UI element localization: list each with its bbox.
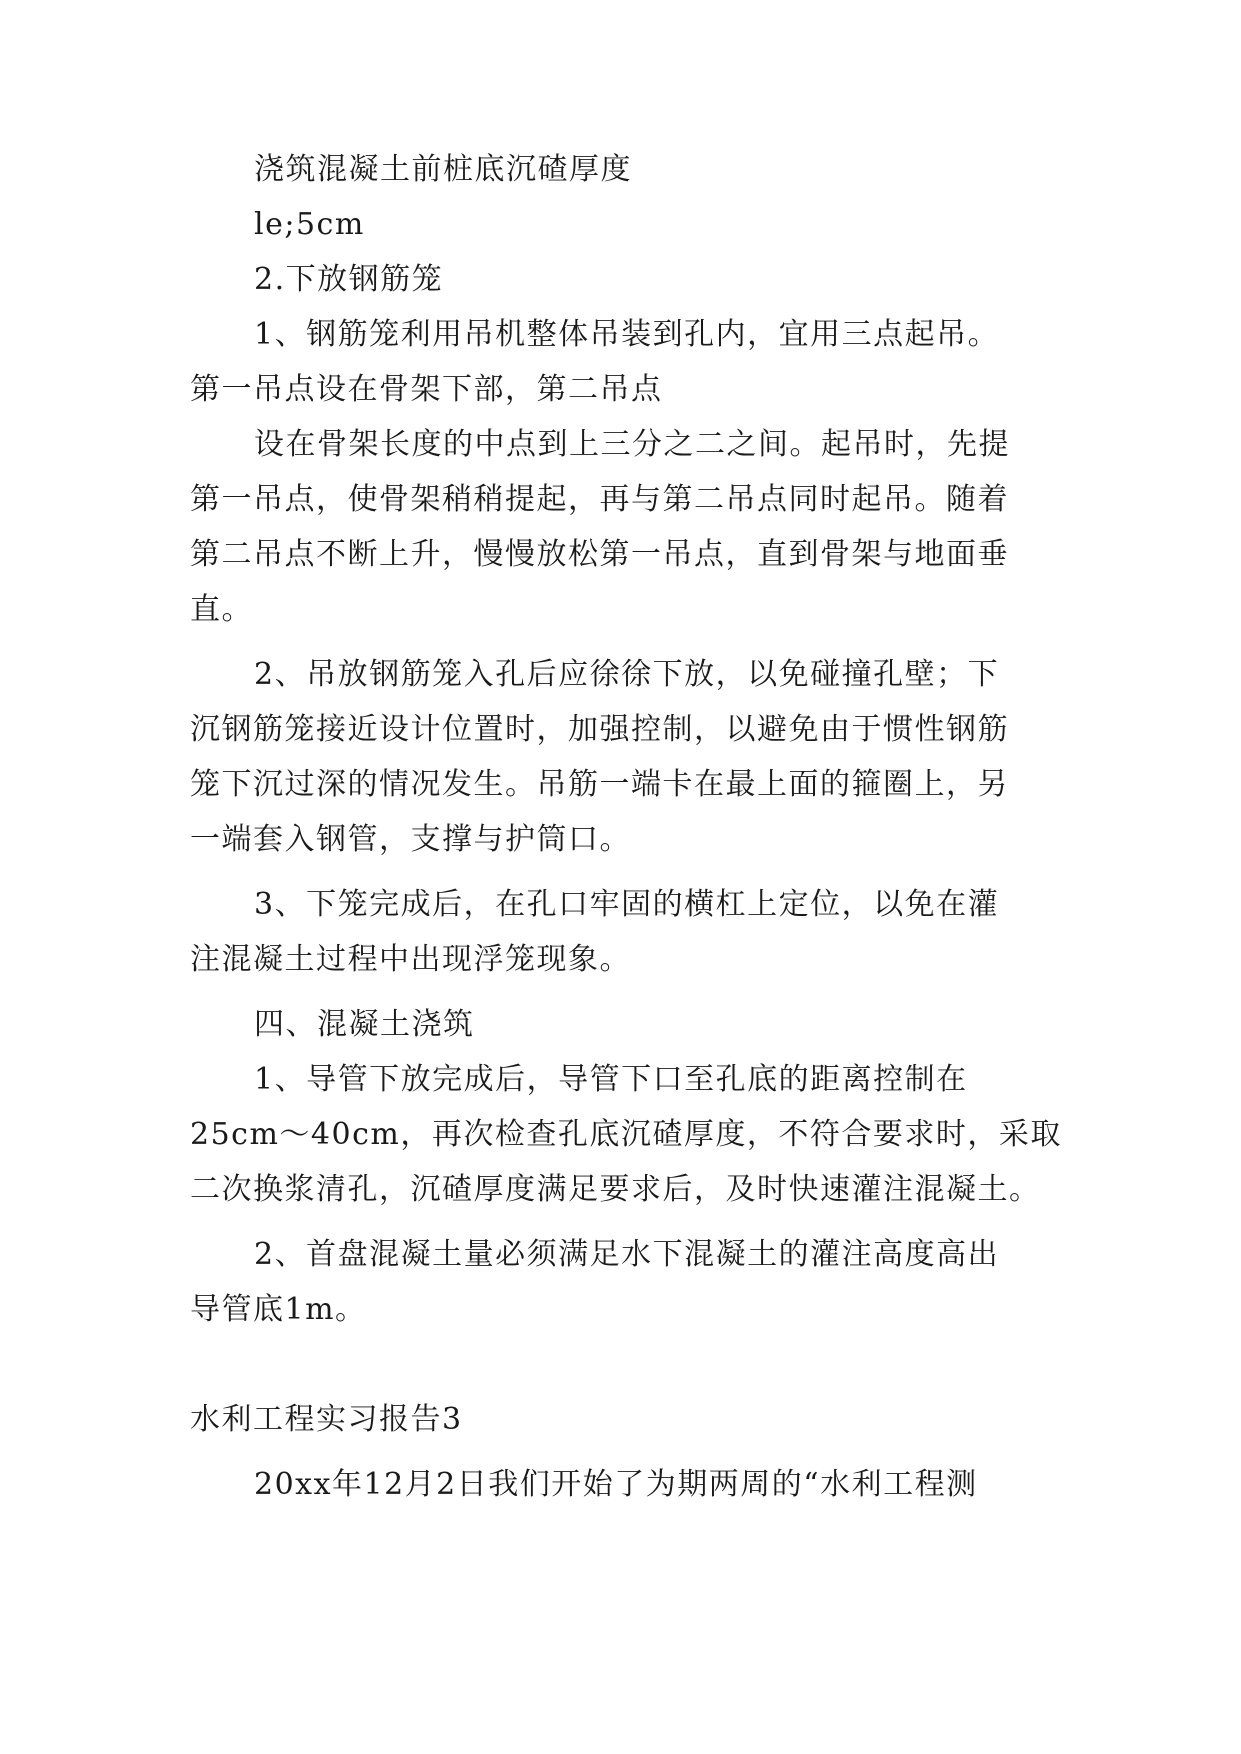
- text-line: 设在骨架长度的中点到上三分之二之间。起吊时，先提: [254, 427, 1010, 462]
- text-line: 1、钢筋笼利用吊机整体吊装到孔内，宜用三点起吊。: [254, 317, 1000, 352]
- text-line: 第一吊点，使骨架稍稍提起，再与第二吊点同时起吊。随着: [190, 482, 1009, 517]
- text-line: le;5cm: [254, 207, 365, 242]
- text-line: 3、下笼完成后，在孔口牢固的横杠上定位，以免在灌: [254, 887, 1000, 922]
- text-line: 注混凝土过程中出现浮笼现象。: [190, 942, 631, 977]
- text-line: 笼下沉过深的情况发生。吊筋一端卡在最上面的箍圈上，另: [190, 767, 1009, 802]
- section-heading: 2.下放钢筋笼: [254, 262, 444, 297]
- text-line: 导管底1m。: [190, 1292, 367, 1327]
- text-line: 20xx年12月2日我们开始了为期两周的“水利工程测: [254, 1467, 978, 1502]
- text-line: 第一吊点设在骨架下部，第二吊点: [190, 372, 663, 407]
- text-line: 2、吊放钢筋笼入孔后应徐徐下放，以免碰撞孔壁；下: [254, 657, 1000, 692]
- text-line: 第二吊点不断上升，慢慢放松第一吊点，直到骨架与地面垂: [190, 537, 1009, 572]
- text-line: 二次换浆清孔，沉碴厚度满足要求后，及时快速灌注混凝土。: [190, 1172, 1041, 1207]
- text-line: 一端套入钢管，支撑与护筒口。: [190, 822, 631, 857]
- text-line: 浇筑混凝土前桩底沉碴厚度: [254, 152, 632, 187]
- text-line: 1、导管下放完成后，导管下口至孔底的距离控制在: [254, 1062, 968, 1097]
- document-title: 水利工程实习报告3: [190, 1402, 463, 1437]
- text-line: 2、首盘混凝土量必须满足水下混凝土的灌注高度高出: [254, 1237, 1000, 1272]
- text-line: 25cm～40cm，再次检查孔底沉碴厚度，不符合要求时，采取: [190, 1117, 1062, 1152]
- text-line: 直。: [190, 592, 253, 627]
- text-line: 沉钢筋笼接近设计位置时，加强控制，以避免由于惯性钢筋: [190, 712, 1009, 747]
- section-heading: 四、混凝土浇筑: [254, 1007, 475, 1042]
